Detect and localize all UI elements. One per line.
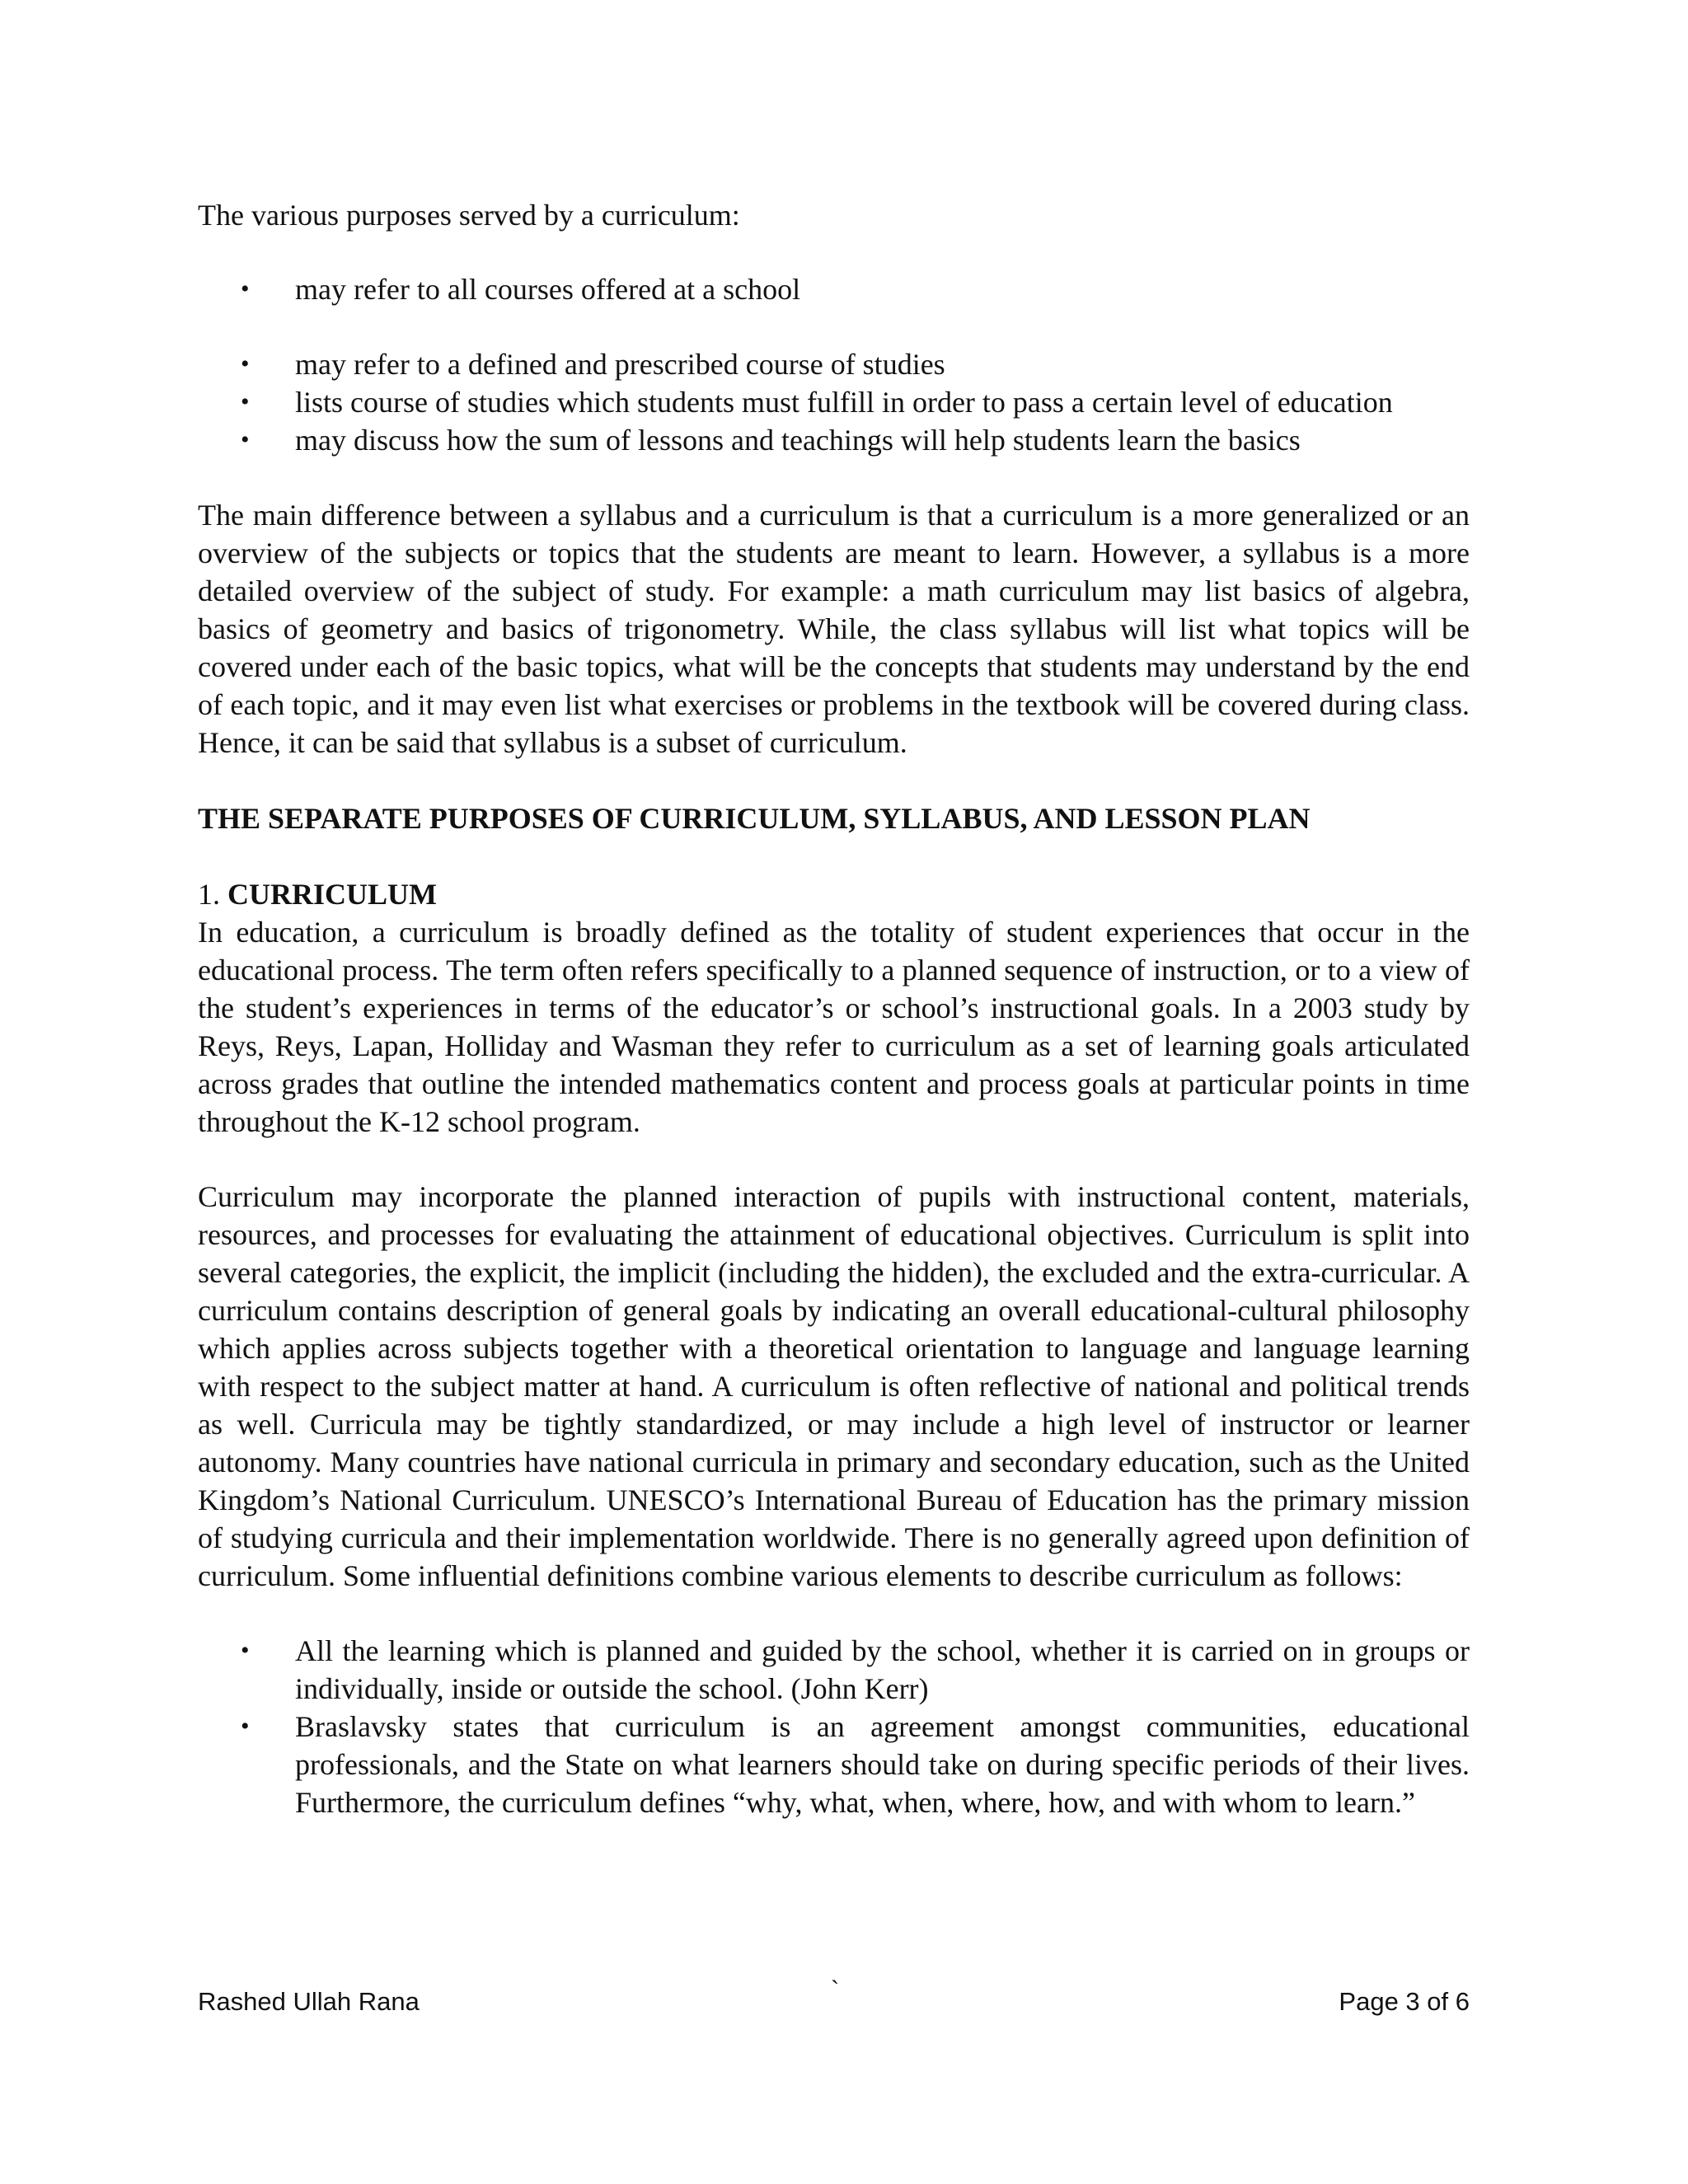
page-footer (198, 1975, 1470, 2021)
section-heading: THE SEPARATE PURPOSES OF CURRICULUM, SYLLABUS, AND LESSON PLAN (198, 802, 1311, 835)
purposes-list (198, 270, 1470, 459)
list-item: • Braslavsky states that curriculum is an agreement amongst communities, educational professionals, and the State on what learners should take on during specific periods of their lives. Furthermore, the curriculum defines “why, what, when, where, how, and with whom to learn.” (198, 1708, 1470, 1821)
definitions-list (198, 1632, 1470, 1821)
curriculum-paragraph-1: In education, a curriculum is broadly defined as the totality of student experiences that occur in the educational process. The term often refers specifically to a planned sequence of instruction, or to a view of the student’s experiences in terms of the educator’s or school’s instructional goals. In a 2003 study by Reys, Reys, Lapan, Holliday and Wasman they refer to curriculum as a set of learning goals articulated across grades that outline the intended mathematics content and process goals at particular points in time throughout the K-12 school program. (198, 916, 1470, 1138)
difference-paragraph: The main difference between a syllabus and a curriculum is that a curriculum is a more generalized or an overview of the subjects or topics that the students are meant to learn. However, a syllabus is a more detailed overview of the subject of study. For example: a math curriculum may list basics of algebra, basics of geometry and basics of trigonometry. While, the class syllabus will list what topics will be covered under each of the basic topics, what will be the concepts that students may understand by the end of each topic, and it may even list what exercises or problems in the textbook will be covered during class. Hence, it can be said that syllabus is a subset of curriculum. (198, 499, 1470, 759)
section-title-text: CURRICULUM (227, 878, 437, 911)
curriculum-paragraph-2: Curriculum may incorporate the planned interaction of pupils with instructional content, materials, resources, and processes for evaluating the attainment of educational objectives. Curriculum is split into several categories, the explicit, the implicit (including the hidden), the excluded and the extra-curricular. A curriculum contains description of general goals by indicating an overall educational-cultural philosophy which applies across subjects together with a theoretical orientation to language and language learning with respect to the subject matter at hand. A curriculum is often reflective of national and political trends as well. Curricula may be tightly standardized, or may include a high level of instructor or learner autonomy. Many countries have national curricula in primary and secondary education, such as the United Kingdom’s National Curriculum. UNESCO’s International Bureau of Education has the primary mission of studying curricula and their implementation worldwide. There is no generally agreed upon definition of curriculum. Some influential definitions combine various elements to describe curriculum as follows: (198, 1180, 1470, 1592)
list-item: • may discuss how the sum of lessons and teachings will help students learn the basics (198, 421, 1470, 459)
list-item: • lists course of studies which students must fulfill in order to pass a certain level of education (198, 383, 1470, 421)
list-item: • may refer to a defined and prescribed course of studies (198, 345, 1470, 383)
list-item: • All the learning which is planned and guided by the school, whether it is carried on in groups or individually, inside or outside the school. (John Kerr) (198, 1632, 1470, 1708)
section-number: 1. (198, 878, 220, 911)
list-item: • may refer to all courses offered at a school (198, 270, 1470, 308)
intro-text: The various purposes served by a curriculum: (198, 199, 740, 232)
curriculum-section-title (198, 875, 1470, 913)
footer-page-number: Page 3 of 6 (1339, 1987, 1470, 2016)
footer-author: Rashed Ullah Rana (198, 1987, 420, 2016)
document-page (198, 196, 1470, 1821)
footer-mark: ` (831, 1975, 840, 2004)
